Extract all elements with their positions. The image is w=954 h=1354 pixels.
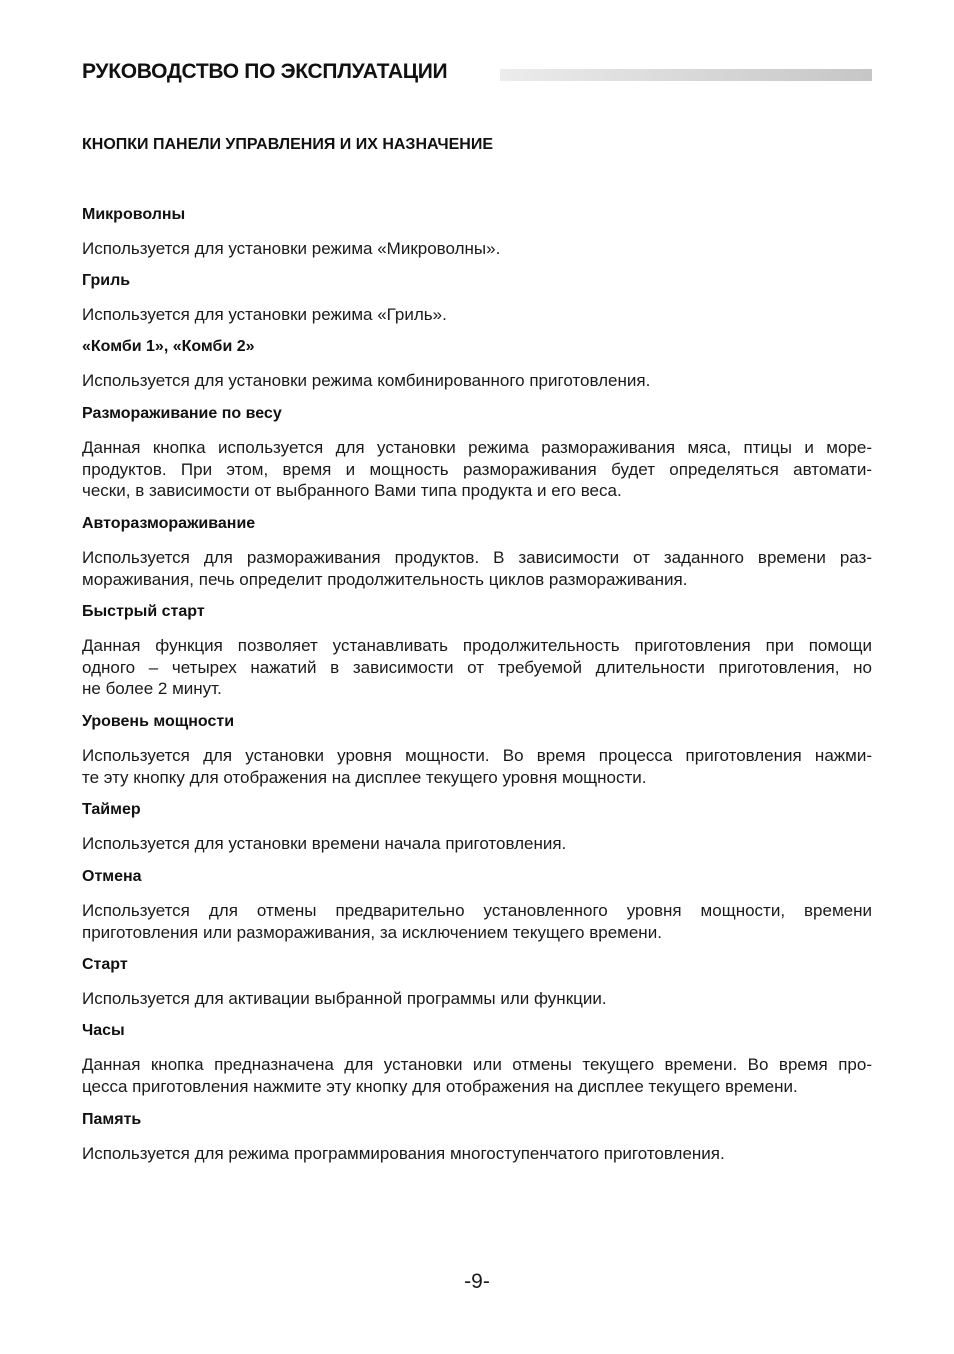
description-line: Используется для режима программирования многоступенчатого приготовления. (82, 1144, 725, 1163)
description-line: Используется для установки режима комбинированного приготовления. (82, 371, 651, 390)
section-item (82, 712, 872, 788)
description-line: продуктов. При этом, время и мощность размораживания будет определяться автомати- (82, 459, 872, 479)
section-heading: Память (82, 1111, 142, 1128)
section-item (82, 602, 872, 700)
description-line: не более 2 минут. (82, 679, 222, 699)
section-description (82, 833, 872, 855)
section-heading: Авторазмораживание (82, 515, 256, 532)
description-line: Используется для установки времени начала приготовления. (82, 834, 567, 853)
section-description (82, 370, 872, 392)
section-item (82, 1021, 872, 1097)
page-title: РУКОВОДСТВО ПО ЭКСПЛУАТАЦИИ (82, 60, 448, 83)
description-line: Используется для установки режима «Микроволны». (82, 239, 501, 258)
section-description (82, 745, 872, 788)
description-line: одного – четырех нажатий в зависимости от требуемой длительности приготовления, но (82, 657, 872, 677)
section-heading: Старт (82, 956, 128, 973)
description-line: цесса приготовления нажмите эту кнопку для отображения на дисплее текущего времени. (82, 1076, 798, 1096)
section-heading: Микроволны (82, 206, 186, 223)
description-line: чески, в зависимости от выбранного Вами типа продукта и его веса. (82, 481, 622, 501)
description-line: Данная функция позволяет устанавливать продолжительность приготовления при помощи (82, 636, 872, 655)
section-heading: Таймер (82, 801, 141, 818)
section-item (82, 205, 872, 260)
description-line: Используется для отмены предварительно установленного уровня мощности, времени (82, 901, 872, 920)
section-subtitle: КНОПКИ ПАНЕЛИ УПРАВЛЕНИЯ И ИХ НАЗНАЧЕНИЕ (82, 136, 493, 153)
section-heading: Гриль (82, 272, 131, 289)
description-line: Данная кнопка используется для установки режима размораживания мяса, птицы и море- (82, 438, 872, 457)
section-description (82, 635, 872, 700)
description-line: приготовления или размораживания, за исключением текущего времени. (82, 922, 662, 942)
description-line: Данная кнопка предназначена для установки или отмены текущего времени. Во время про- (82, 1055, 872, 1074)
section-item (82, 514, 872, 590)
section-heading: Отмена (82, 868, 142, 885)
title-decorative-bar (500, 69, 872, 81)
section-item (82, 404, 872, 502)
section-heading: Уровень мощности (82, 713, 235, 730)
section-item (82, 867, 872, 943)
section-description (82, 1054, 872, 1097)
section-heading: Размораживание по весу (82, 405, 282, 422)
section-description (82, 900, 872, 943)
description-line: Используется для установки режима «Гриль». (82, 305, 447, 324)
section-heading: Быстрый старт (82, 603, 205, 620)
section-description (82, 547, 872, 590)
description-line: Используется для активации выбранной программы или функции. (82, 989, 607, 1008)
description-line: те эту кнопку для отображения на дисплее текущего уровня мощности. (82, 767, 647, 787)
section-item (82, 955, 872, 1010)
description-line: Используется для установки уровня мощности. Во время процесса приготовления нажми- (82, 746, 872, 765)
section-description (82, 304, 872, 326)
section-description (82, 1143, 872, 1165)
section-description (82, 238, 872, 260)
description-line: Используется для размораживания продуктов. В зависимости от заданного времени раз- (82, 548, 872, 567)
section-item (82, 1110, 872, 1165)
section-item (82, 337, 872, 392)
description-line: мораживания, печь определит продолжительность циклов размораживания. (82, 569, 688, 589)
section-item (82, 800, 872, 855)
section-heading: Часы (82, 1022, 125, 1039)
page-number: -9- (464, 1270, 490, 1293)
section-description (82, 988, 872, 1010)
section-item (82, 271, 872, 326)
section-description (82, 437, 872, 502)
section-heading: «Комби 1», «Комби 2» (82, 338, 255, 355)
